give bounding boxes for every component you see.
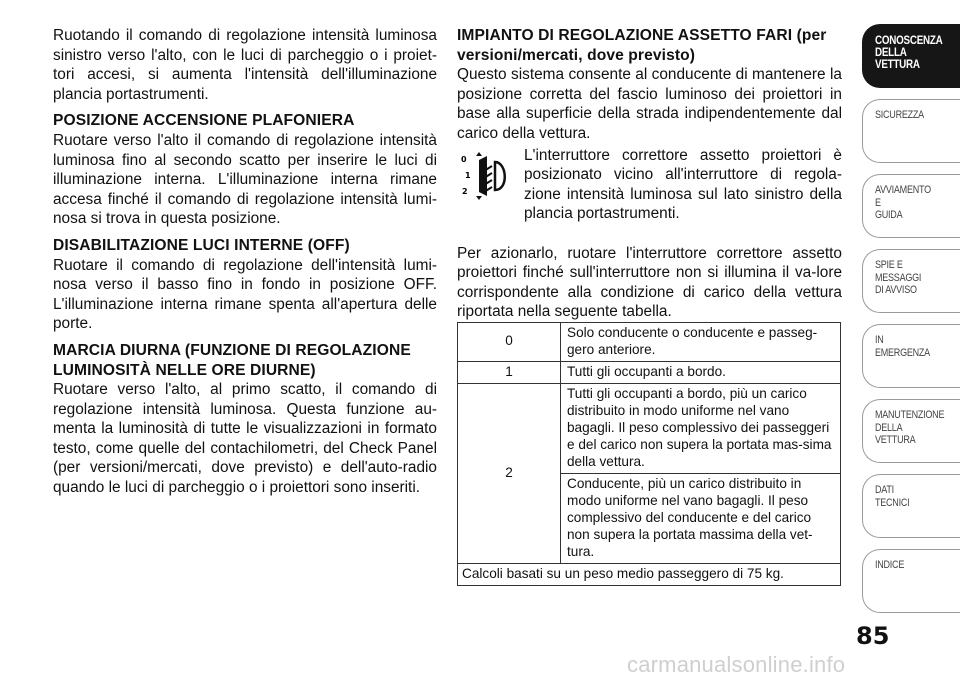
tab-spie-messaggi[interactable] [862,249,960,313]
dial-label-2: 2 [462,186,468,196]
table-row [458,322,841,361]
left-column [53,26,437,498]
paragraph-operation: Per azionarlo, ruotare l'interruttore correttore assetto proiettori finché sull'interruttore non si illumina il va-lore corrispondente alla condizione di carico della vettura riportata nella seguente tabella. [457,244,842,321]
page-number: 85 [856,622,890,650]
paragraph-dome-light: Ruotare verso l'alto il comando di regolazione intensità luminosa fino al secondo scatto per inserire le luci di illuminazione interna. L'illuminazione interna rimane accesa finché il comando di regolazione intensità lumi-nosa si trova in questa posizione. [53,131,437,228]
heading-interior-off: DISABILITAZIONE LUCI INTERNE (OFF) [53,236,350,254]
table-row [458,361,841,383]
table-note: Calcoli basati su un peso medio passeggero di 75 kg. [458,563,841,585]
tab-label: SICUREZZA [875,109,924,121]
headlamp-leveling-icon [459,152,511,200]
paragraph-daytime: Ruotare verso l'alto, al primo scatto, il comando di regolazione intensità luminosa. Questa funzione au-menta la luminosità di tutte le visualizzazioni in formato testo, come quelle del contachilometri, del Check Panel (per versioni/mercati, dove previsto) e dell'auto-radio quando le luci di parcheggio o i proiettori sono inseriti. [53,381,437,497]
load-table [457,322,841,586]
tab-label: DATI TECNICI [875,484,910,509]
tab-manutenzione[interactable] [862,399,960,463]
tab-indice[interactable] [862,549,960,613]
table-cell-position: 0 [458,322,561,361]
dial-label-1: 1 [465,170,471,180]
tab-label: IN EMERGENZA [875,334,930,359]
table-cell-position: 1 [458,361,561,383]
tab-sicurezza[interactable] [862,99,960,163]
paragraph-dimmer-intro: Ruotando il comando di regolazione intensità luminosa sinistro verso l'alto, con le luci di parcheggio o i proiet-tori accesi, si aumenta l'intensità dell'illuminazione plancia portastrumenti. [53,27,437,103]
table-cell-desc: Tutti gli occupanti a bordo. [561,361,841,383]
dial-label-0: 0 [461,154,467,164]
tab-conoscenza-vettura[interactable] [862,24,960,88]
tab-dati-tecnici[interactable] [862,474,960,538]
tab-label: MANUTENZIONE DELLA VETTURA [875,409,945,446]
leveling-switch-block [457,144,842,244]
heading-headlamp-leveling: IMPIANTO DI REGOLAZIONE ASSETTO FARI (per versioni/mercati, dove previsto) [457,27,827,64]
tab-label: INDICE [875,559,905,571]
tab-avviamento-guida[interactable] [862,174,960,238]
table-cell-desc: Solo conducente o conducente e passeg-gero anteriore. [561,322,841,361]
watermark: carmanualsonline.info [627,652,846,677]
table-cell-desc: Conducente, più un carico distribuito in modo uniforme nel vano bagagli. Il peso complessivo del conducente e del carico non supera la portata massima della vet-tura. [561,473,841,563]
tab-label: SPIE E MESSAGGI DI AVVISO [875,259,922,296]
paragraph-interior-off: Ruotare il comando di regolazione dell'intensità lumi-nosa verso il basso fino in fondo in posizione OFF. L'illuminazione interna rimane spenta all'apertura delle porte. [53,256,437,333]
table-cell-position: 2 [458,383,561,563]
tab-in-emergenza[interactable] [862,324,960,388]
tab-label: AVVIAMENTO E GUIDA [875,184,931,221]
table-row [458,383,841,473]
table-row [458,563,841,585]
tab-label: CONOSCENZA DELLA VETTURA [875,33,943,71]
right-column [457,26,842,586]
paragraph-leveling-intro: Questo sistema consente al conducente di mantenere la posizione corretta del fascio luminoso dei proiettori in base alla superficie della strada indipendentemente dal carico della vettura. [457,66,842,142]
heading-daytime: MARCIA DIURNA (FUNZIONE DI REGOLAZIONE LUMINOSITÀ NELLE ORE DIURNE) [53,341,411,379]
chapter-sidebar [856,24,960,614]
heading-dome-light: POSIZIONE ACCENSIONE PLAFONIERA [53,112,355,130]
table-cell-desc: Tutti gli occupanti a bordo, più un carico distribuito in modo uniforme nel vano bagagli. Il peso complessivo dei passeggeri e del carico non supera la portata mas-sima della vettura. [561,383,841,473]
paragraph-switch-location: L'interruttore correttore assetto proiettori è posizionato vicino all'interruttore di regola-zione intensità luminosa sul lato sinistro della plancia portastrumenti. [524,146,842,223]
